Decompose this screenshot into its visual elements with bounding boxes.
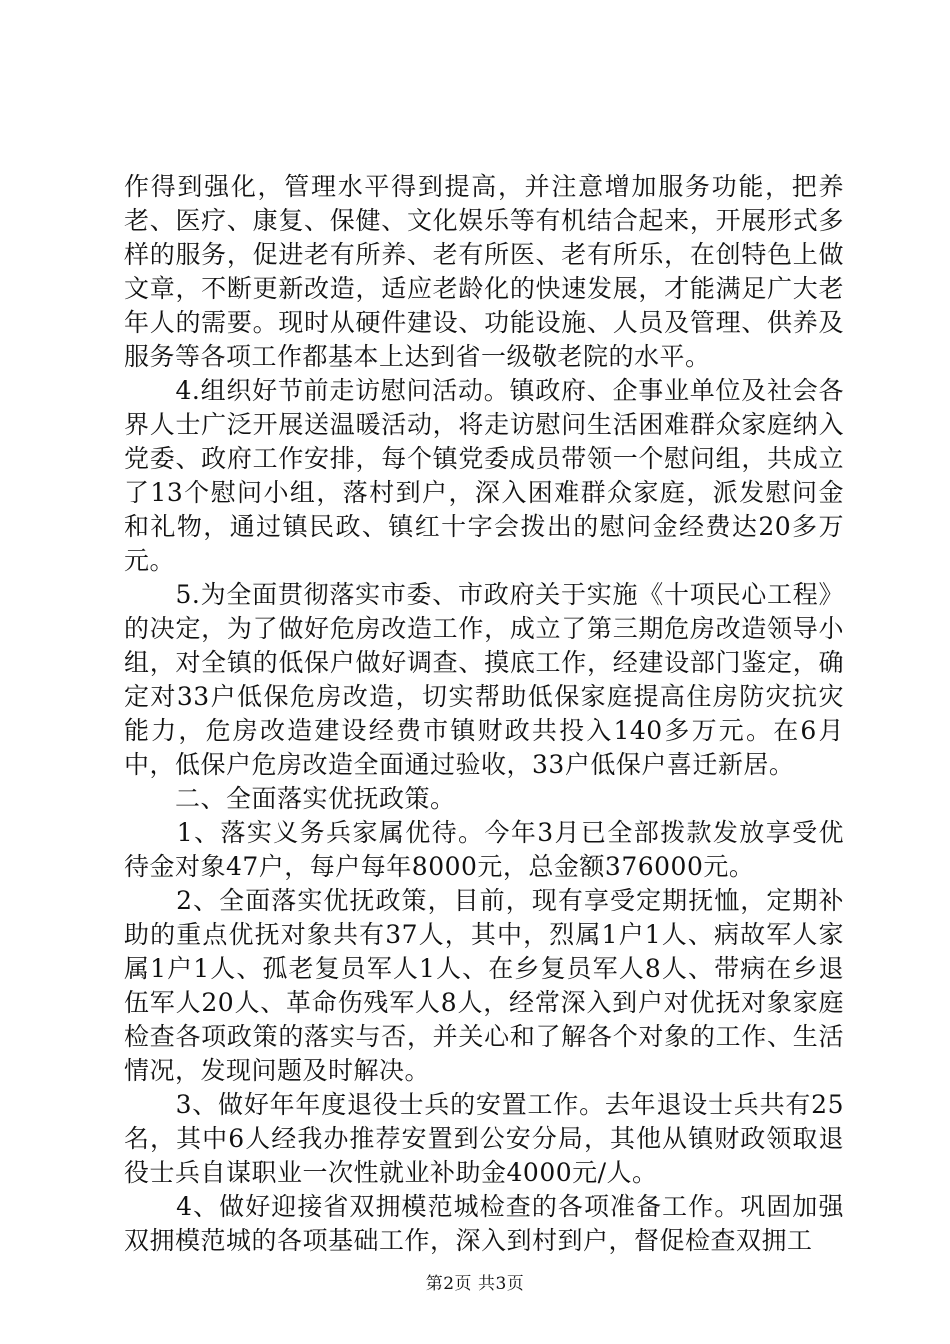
paragraph-item-4: 4.组织好节前走访慰问活动。镇政府、企事业单位及社会各界人士广泛开展送温暖活动，将走访慰问生活困难群众家庭纳入党委、政府工作安排，每个镇党委成员带领一个慰问组，共成立了13个慰问小组，落村到户，深入困难群众家庭，派发慰问金和礼物，通过镇民政、镇红十字会拨出的慰问金经费达20多万元。 — [124, 376, 844, 575]
page-number-footer: 第2页 共3页 — [425, 1274, 525, 1294]
paragraph-continued: 作得到强化，管理水平得到提高，并注意增加服务功能，把养老、医疗、康复、保健、文化娱乐等有机结合起来，开展形式多样的服务，促进老有所养、老有所医、老有所乐，在创特色上做文章，不断更新改造，适应老龄化的快速发展，才能满足广大老年人的需要。现时从硬件建设、功能设施、人员及管理、供养及服务等各项工作都基本上达到省一级敬老院的水平。 — [124, 172, 844, 371]
paragraph-subitem-1: 1、落实义务兵家属优待。今年3月已全部拨款发放享受优待金对象47户，每户每年8000元，总金额376000元。 — [124, 818, 844, 881]
document-body — [124, 170, 844, 1258]
paragraph-subitem-2: 2、全面落实优抚政策，目前，现有享受定期抚恤，定期补助的重点优抚对象共有37人，其中，烈属1户1人、病故军人家属1户1人、孤老复员军人1人、在乡复员军人8人、带病在乡退伍军人20人、革命伤残军人8人，经常深入到户对优抚对象家庭检查各项政策的落实与否，并关心和了解各个对象的工作、生活情况，发现问题及时解决。 — [124, 886, 844, 1085]
section-heading-2: 二、全面落实优抚政策。 — [124, 784, 456, 813]
paragraph-subitem-3: 3、做好年年度退役士兵的安置工作。去年退设士兵共有25名，其中6人经我办推荐安置到公安分局，其他从镇财政领取退役士兵自谋职业一次性就业补助金4000元/人。 — [124, 1090, 844, 1187]
paragraph-item-5: 5.为全面贯彻落实市委、市政府关于实施《十项民心工程》的决定，为了做好危房改造工作，成立了第三期危房改造领导小组，对全镇的低保户做好调查、摸底工作，经建设部门鉴定，确定对33户低保危房改造，切实帮助低保家庭提高住房防灾抗灾能力，危房改造建设经费市镇财政共投入140多万元。在6月中，低保户危房改造全面通过验收，33户低保户喜迁新居。 — [124, 580, 844, 779]
paragraph-subitem-4: 4、做好迎接省双拥模范城检查的各项准备工作。巩固加强双拥模范城的各项基础工作，深入到村到户，督促检查双拥工 — [124, 1192, 844, 1255]
